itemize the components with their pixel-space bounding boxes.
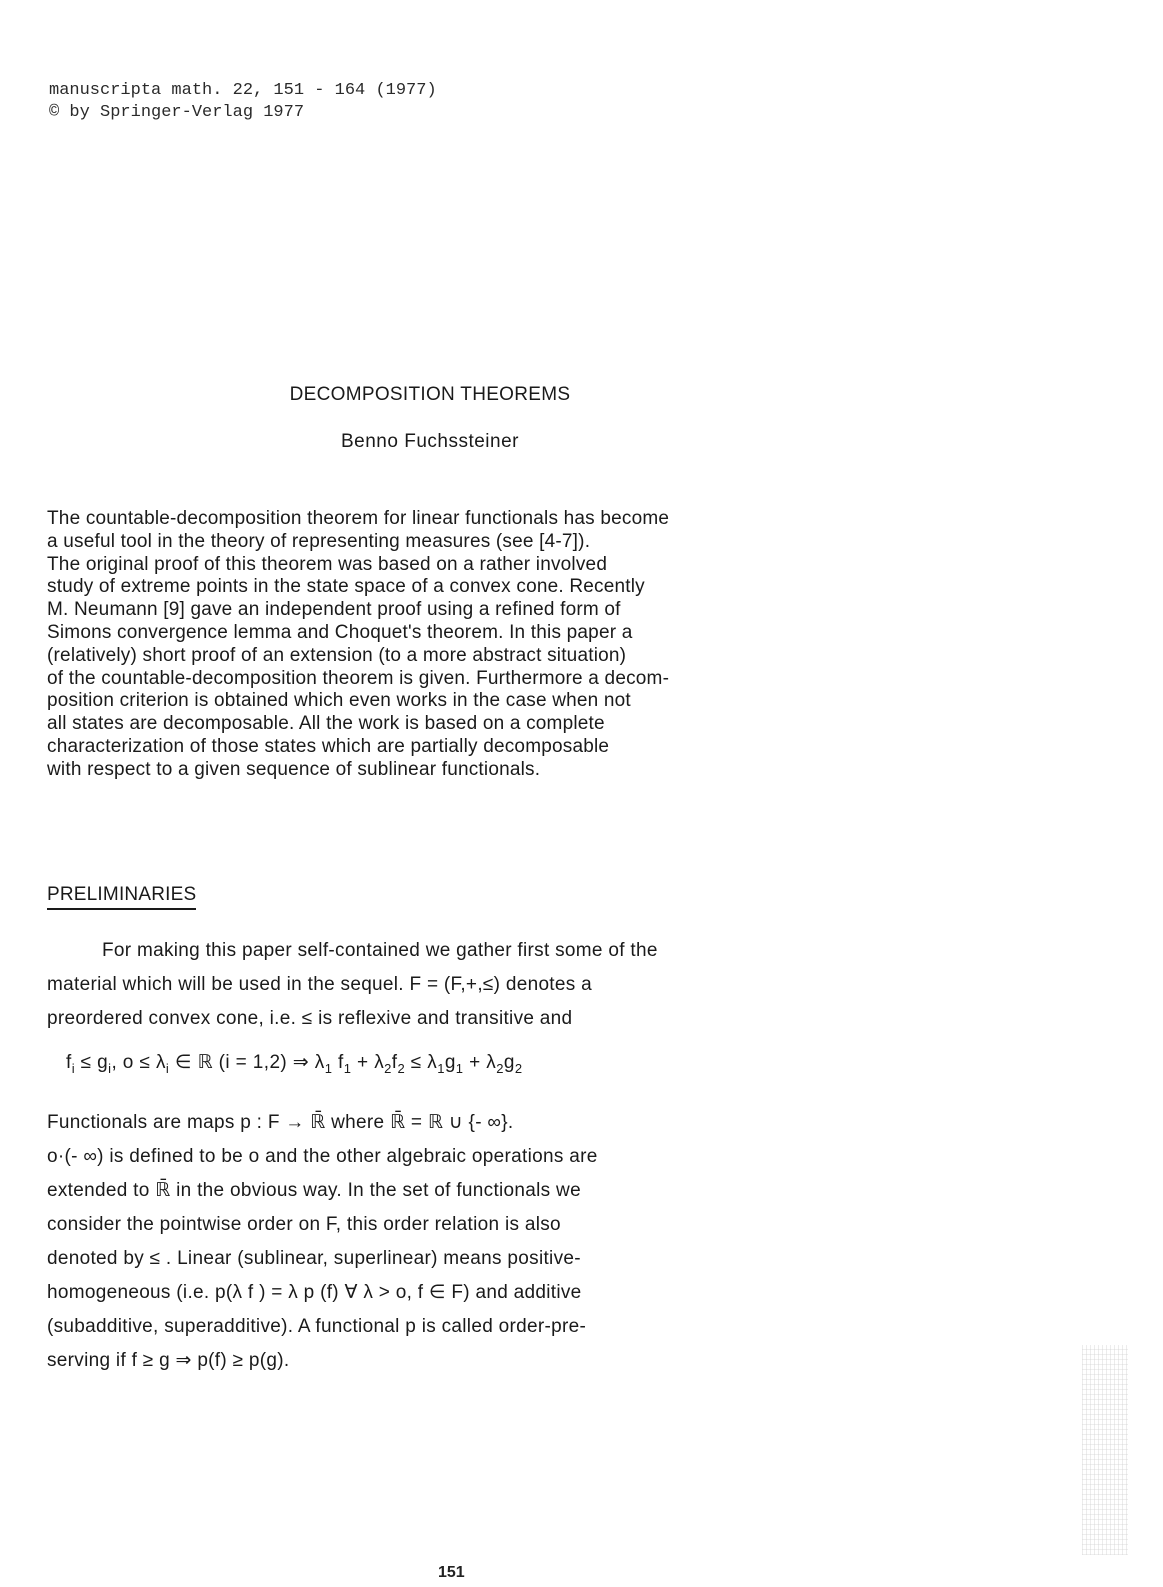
formula-subscript: i <box>71 1060 75 1076</box>
display-formula <box>66 1051 522 1076</box>
formula-subscript: i <box>165 1060 170 1076</box>
formula-subscript: i <box>108 1060 112 1076</box>
paper-author: Benno Fuchssteiner <box>341 431 519 452</box>
abstract-line: of the countable-decomposition theorem is given. Furthermore a decom- <box>47 667 670 689</box>
paragraph-2 <box>47 1106 867 1378</box>
formula-text: + λ <box>351 1052 385 1073</box>
abstract-line: all states are decomposable. All the work is based on a complete <box>47 713 605 735</box>
paragraph-line: preordered convex cone, i.e. ≤ is reflexive and transitive and <box>47 1008 573 1029</box>
abstract-line: The original proof of this theorem was based on a rather involved <box>47 553 608 575</box>
abstract-line: The countable-decomposition theorem for linear functionals has become <box>47 508 670 529</box>
formula-text: ∈ ℝ (i = 1,2) ⇒ λ <box>169 1052 325 1073</box>
formula-text: g <box>444 1052 456 1073</box>
paragraph-line: consider the pointwise order on F, this order relation is also <box>47 1214 561 1235</box>
paragraph-line: homogeneous (i.e. p(λ f ) = λ p (f) ∀ λ > o, f ∈ F) and additive <box>47 1282 582 1303</box>
formula-text: f <box>66 1052 72 1073</box>
paragraph-line: denoted by ≤ . Linear (sublinear, superlinear) means positive- <box>47 1248 581 1269</box>
abstract-line: study of extreme points in the state space of a convex cone. Recently <box>47 576 645 598</box>
paper-title: DECOMPOSITION THEOREMS <box>289 384 571 405</box>
section-heading: PRELIMINARIES <box>47 884 196 910</box>
paragraph-1 <box>47 934 867 1036</box>
paragraph-line: extended to ℝ̄ in the obvious way. In the set of functionals we <box>47 1180 581 1201</box>
journal-header <box>49 80 437 124</box>
formula-text: g <box>503 1052 515 1073</box>
journal-copyright: © by Springer-Verlag 1977 <box>49 103 305 122</box>
paragraph-line: serving if f ≥ g ⇒ p(f) ≥ p(g). <box>47 1350 290 1371</box>
abstract-line: (relatively) short proof of an extension (to a more abstract situation) <box>47 644 627 666</box>
formula-subscript: 1 <box>324 1060 333 1076</box>
paragraph-line: Functionals are maps p : F → ℝ̄ where ℝ̄ = ℝ ∪ {- ∞}. <box>47 1112 514 1133</box>
formula-subscript: 2 <box>496 1060 504 1076</box>
formula-subscript: 1 <box>455 1060 464 1076</box>
scan-edge-noise <box>1082 1345 1128 1555</box>
formula-subscript: 1 <box>437 1060 445 1076</box>
paragraph-line: o·(- ∞) is defined to be o and the other algebraic operations are <box>47 1146 598 1167</box>
formula-text: f <box>332 1052 344 1073</box>
abstract-line: characterization of those states which are partially decomposable <box>47 735 610 757</box>
paragraph-line: material which will be used in the sequel. F = (F,+,≤) denotes a <box>47 974 593 995</box>
formula-subscript: 2 <box>397 1060 406 1076</box>
abstract-line: Simons convergence lemma and Choquet's theorem. In this paper a <box>47 621 633 643</box>
formula-text: , o ≤ λ <box>111 1052 166 1073</box>
page-number: 151 <box>438 1564 465 1581</box>
journal-citation: manuscripta math. 22, 151 - 164 (1977) <box>49 81 437 100</box>
formula-text: ≤ g <box>74 1052 109 1073</box>
formula-subscript: 2 <box>514 1060 523 1076</box>
formula-subscript: 2 <box>384 1060 392 1076</box>
abstract-line: position criterion is obtained which even works in the case when not <box>47 690 631 712</box>
abstract <box>47 508 887 782</box>
abstract-line: M. Neumann [9] gave an independent proof using a refined form of <box>47 599 621 621</box>
formula-text: ≤ λ <box>405 1052 438 1073</box>
formula-subscript: 1 <box>343 1060 352 1076</box>
paragraph-line: For making this paper self-contained we gather first some of the <box>102 940 658 961</box>
abstract-line: a useful tool in the theory of representing measures (see [4-7]). <box>47 530 591 552</box>
paragraph-line: (subadditive, superadditive). A functional p is called order-pre- <box>47 1316 587 1337</box>
formula-text: + λ <box>463 1052 497 1073</box>
abstract-line: with respect to a given sequence of sublinear functionals. <box>47 758 541 780</box>
formula-text: f <box>391 1052 398 1073</box>
